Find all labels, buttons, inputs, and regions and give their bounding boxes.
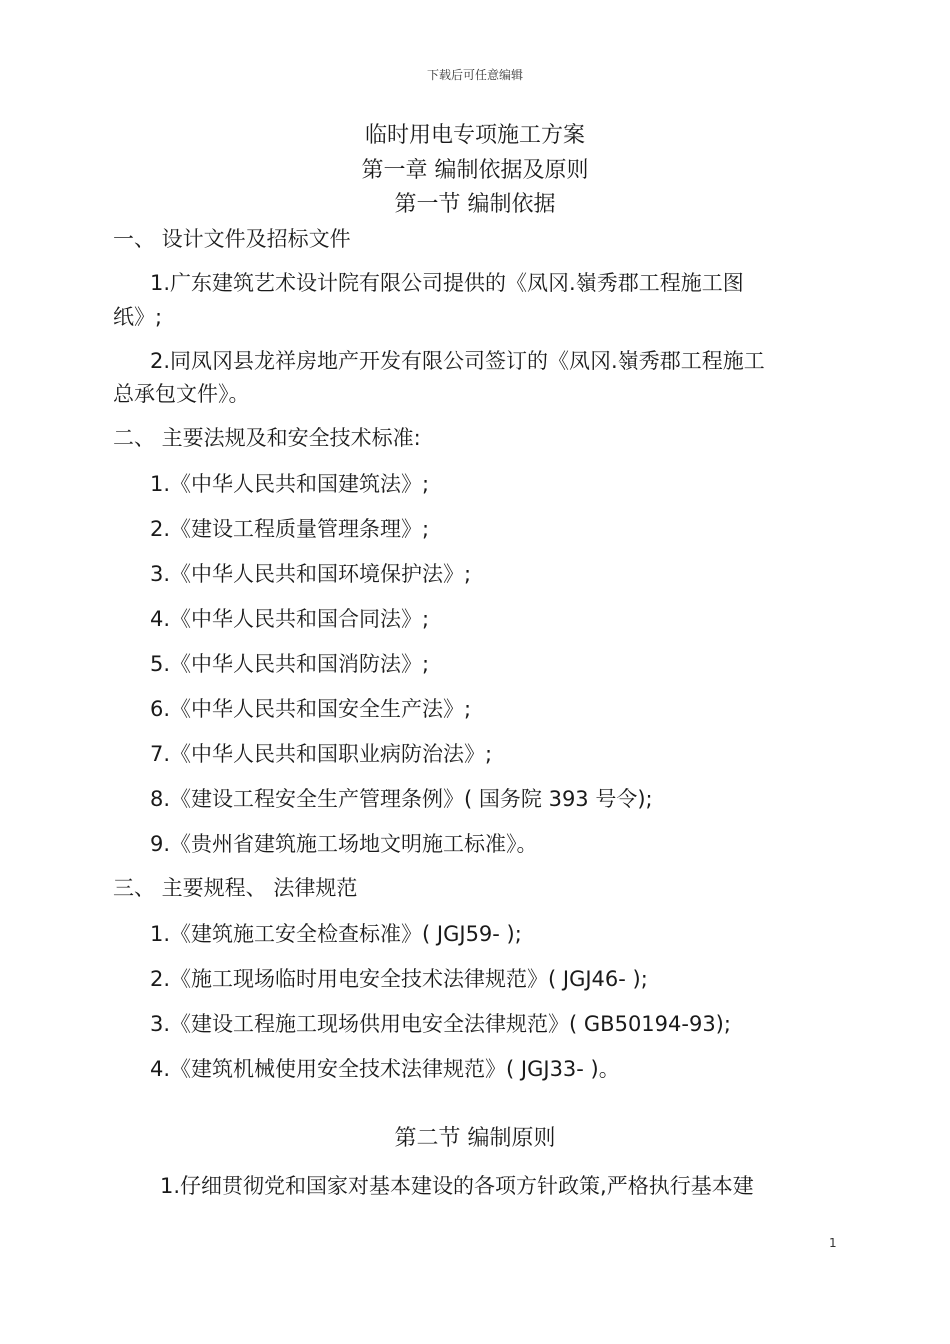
list-item: 2.《建设工程质量管理条理》;	[150, 517, 430, 541]
part1-paragraph1-line1: 1.广东建筑艺术设计院有限公司提供的《凤冈.嶺秀郡工程施工图	[150, 271, 744, 295]
page-header: 下载后可任意编辑	[426, 68, 523, 82]
list-item: 3.《建设工程施工现场供用电安全法律规范》( GB50194-93);	[150, 1012, 731, 1036]
document-title: 临时用电专项施工方案	[364, 123, 585, 148]
part3-heading: 三、 主要规程、 法律规范	[113, 876, 358, 900]
section-title: 第一节 编制依据	[394, 192, 556, 217]
list-item: 8.《建设工程安全生产管理条例》( 国务院 393 号令);	[150, 787, 653, 811]
list-item: 3.《中华人民共和国环境保护法》;	[150, 562, 472, 586]
part1-heading: 一、 设计文件及招标文件	[113, 227, 351, 251]
list-item: 1.《中华人民共和国建筑法》;	[150, 472, 430, 496]
part1-paragraph1-line2: 纸》;	[113, 305, 163, 329]
list-item: 4.《建筑机械使用安全技术法律规范》( JGJ33- )。	[150, 1057, 620, 1081]
page-number: 1	[829, 1236, 837, 1250]
part1-paragraph2-line2: 总承包文件》。	[113, 382, 250, 406]
list-item: 6.《中华人民共和国安全生产法》;	[150, 697, 472, 721]
section2-title: 第二节 编制原则	[394, 1126, 556, 1151]
list-item: 2.《施工现场临时用电安全技术法律规范》( JGJ46- );	[150, 967, 648, 991]
list-item: 1.《建筑施工安全检查标准》( JGJ59- );	[150, 922, 522, 946]
list-item: 5.《中华人民共和国消防法》;	[150, 652, 430, 676]
list-item: 9.《贵州省建筑施工场地文明施工标准》。	[150, 832, 538, 856]
list-item: 7.《中华人民共和国职业病防治法》;	[150, 742, 493, 766]
chapter-title: 第一章 编制依据及原则	[361, 158, 589, 183]
section2-paragraph1-line1: 1.仔细贯彻党和国家对基本建设的各项方针政策,严格执行基本建	[160, 1174, 754, 1198]
part2-heading: 二、 主要法规及和安全技术标准:	[113, 426, 421, 450]
list-item: 4.《中华人民共和国合同法》;	[150, 607, 430, 631]
part1-paragraph2-line1: 2.同凤冈县龙祥房地产开发有限公司签订的《凤冈.嶺秀郡工程施工	[150, 349, 765, 373]
